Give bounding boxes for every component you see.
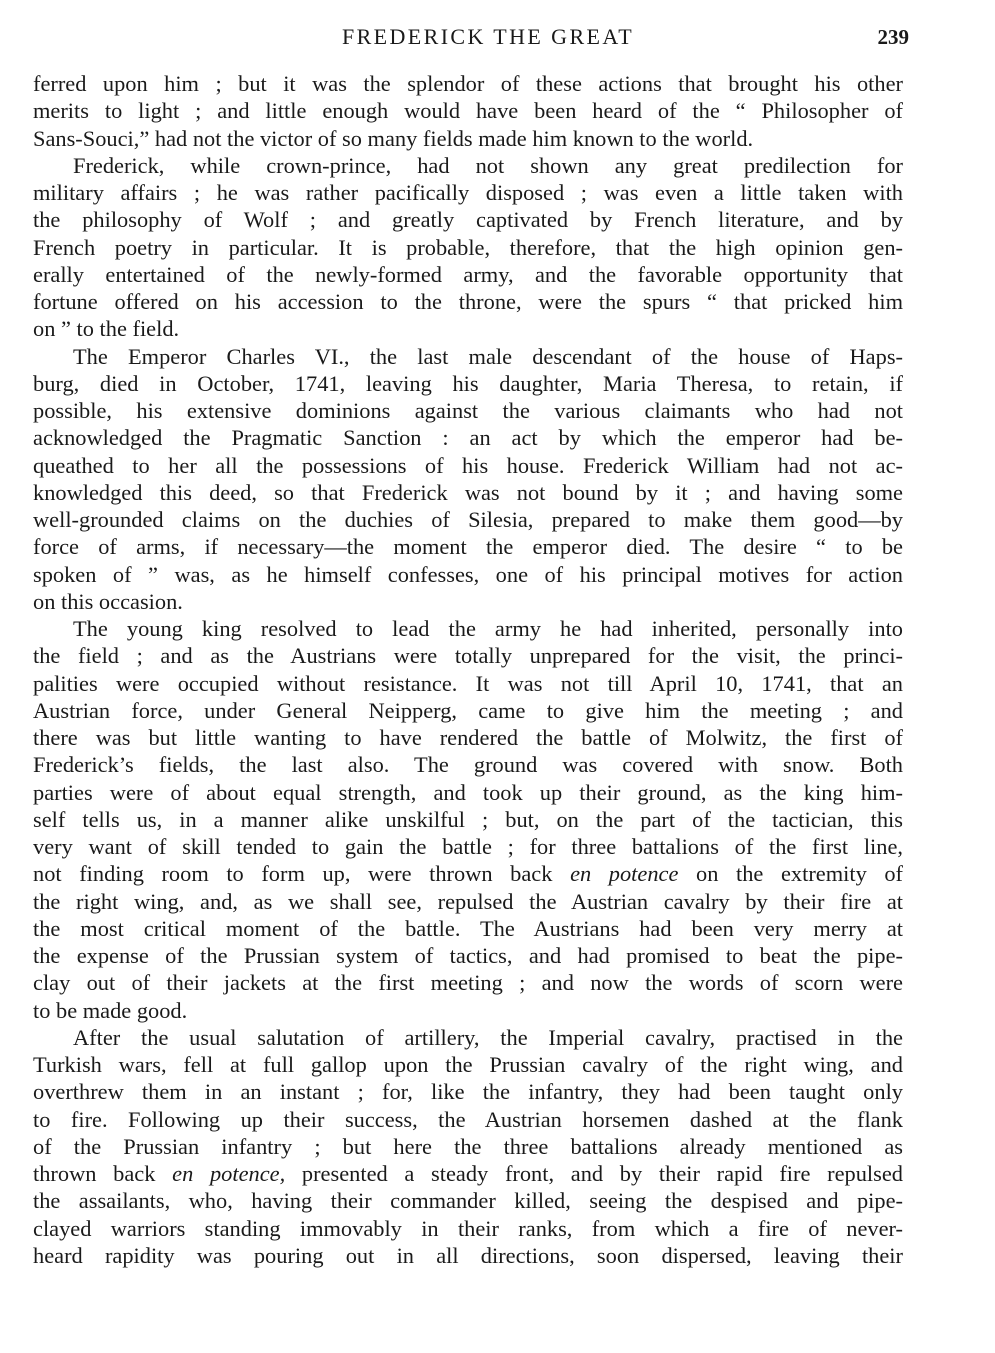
text-line: ferred upon him ; but it was the splendor of these actions that brought his other [33, 71, 903, 96]
text-line: very want of skill tended to gain the battle ; for three battalions of the first line, [33, 834, 903, 859]
text-line: queathed to her all the possessions of his house. Frederick William had not ac- [33, 452, 903, 478]
text-line: The Emperor Charles VI., the last male descendant of the house of Haps- [73, 343, 903, 369]
text-line: possible, his extensive dominions against the various claimants who had not [33, 398, 903, 423]
text-segment: thrown back [33, 1161, 156, 1186]
text-line: The young king resolved to lead the army he had inherited, personally into [73, 616, 903, 641]
page-number: 239 [877, 25, 909, 49]
text-line: acknowledged the Pragmatic Sanction : an act by which the emperor had be- [33, 425, 903, 451]
text-line: on ” to the field. [33, 316, 180, 342]
text-line: self tells us, in a manner alike unskilful ; but, on the part of the tactician, this [33, 806, 903, 832]
text-line: the assailants, who, having their commander killed, seeing the despised and pipe- [33, 1188, 903, 1214]
text-line: the expense of the Prussian system of tactics, and had promised to beat the pipe- [33, 943, 903, 968]
text-line: After the usual salutation of artillery, the Imperial cavalry, practised in the [73, 1024, 903, 1050]
text-line: parties were of about equal strength, and took up their ground, as the king him- [33, 779, 903, 805]
text-line: merits to light ; and little enough would have been heard of the “ Philosopher of [33, 98, 903, 124]
text-line: overthrew them in an instant ; for, like the infantry, they had been taught only [33, 1079, 903, 1105]
text-line: Austrian force, under General Neipperg, came to give him the meeting ; and [33, 697, 903, 723]
text-line: clayed warriors standing immovably in their ranks, from which a fire of never- [33, 1215, 903, 1241]
text-line: the most critical moment of the battle. The Austrians had been very merry at [33, 915, 903, 941]
text-line: well-grounded claims on the duchies of Silesia, prepared to make them good—by [33, 507, 903, 532]
text-line: the right wing, and, as we shall see, repulsed the Austrian cavalry by their fire at [33, 888, 903, 914]
running-title: FREDERICK THE GREAT [341, 24, 635, 49]
text-line [33, 860, 903, 887]
text-line: military affairs ; he was rather pacifically disposed ; was even a little taken with [33, 180, 903, 205]
text-line: fortune offered on his accession to the throne, were the spurs “ that pricked him [33, 289, 903, 314]
text-segment: on the extremity of [696, 861, 904, 887]
text-line: the field ; and as the Austrians were totally unprepared for the visit, the princi- [33, 643, 903, 669]
text-segment: presented a steady front, and by their rapid fire repulsed [301, 1161, 903, 1186]
text-line: palities were occupied without resistance. It was not till April 10, 1741, that an [33, 670, 903, 696]
text-line: Frederick, while crown-prince, had not shown any great predilection for [73, 152, 903, 178]
text-line: knowledged this deed, so that Frederick was not bound by it ; and having some [33, 479, 903, 505]
text-line: erally entertained of the newly-formed army, and the favorable opportunity that [33, 261, 903, 287]
running-head [33, 20, 907, 54]
text-line: burg, died in October, 1741, leaving his daughter, Maria Theresa, to retain, if [33, 370, 903, 396]
text-line: to be made good. [33, 997, 188, 1023]
text-line: of the Prussian infantry ; but here the three battalions already mentioned as [33, 1133, 903, 1159]
text-line: on this occasion. [33, 588, 183, 614]
text-line: heard rapidity was pouring out in all directions, soon dispersed, leaving their [33, 1242, 903, 1268]
text-line: Sans-Souci,” had not the victor of so many fields made him known to the world. [33, 125, 754, 151]
text-line: Turkish wars, fell at full gallop upon the Prussian cavalry of the right wing, and [33, 1052, 903, 1077]
text-line: Frederick’s fields, the last also. The ground was covered with snow. Both [33, 752, 903, 778]
body-text [33, 70, 903, 1269]
italic-phrase: en potence [570, 861, 679, 887]
text-line: force of arms, if necessary—the moment the emperor died. The desire “ to be [33, 534, 903, 560]
text-line: to fire. Following up their success, the Austrian horsemen dashed at the flank [33, 1106, 903, 1132]
text-line: there was but little wanting to have rendered the battle of Molwitz, the first of [33, 725, 903, 750]
text-line: clay out of their jackets at the first meeting ; and now the words of scorn were [33, 970, 903, 996]
text-line: the philosophy of Wolf ; and greatly captivated by French literature, and by [33, 207, 903, 233]
text-line: spoken of ” was, as he himself confesses, one of his principal motives for action [33, 561, 903, 587]
italic-phrase: en potence, [172, 1161, 286, 1186]
text-line [33, 1160, 903, 1187]
text-line: French poetry in particular. It is probable, therefore, that the high opinion gen- [33, 234, 903, 260]
text-segment: not finding room to form up, were thrown back [33, 861, 553, 887]
